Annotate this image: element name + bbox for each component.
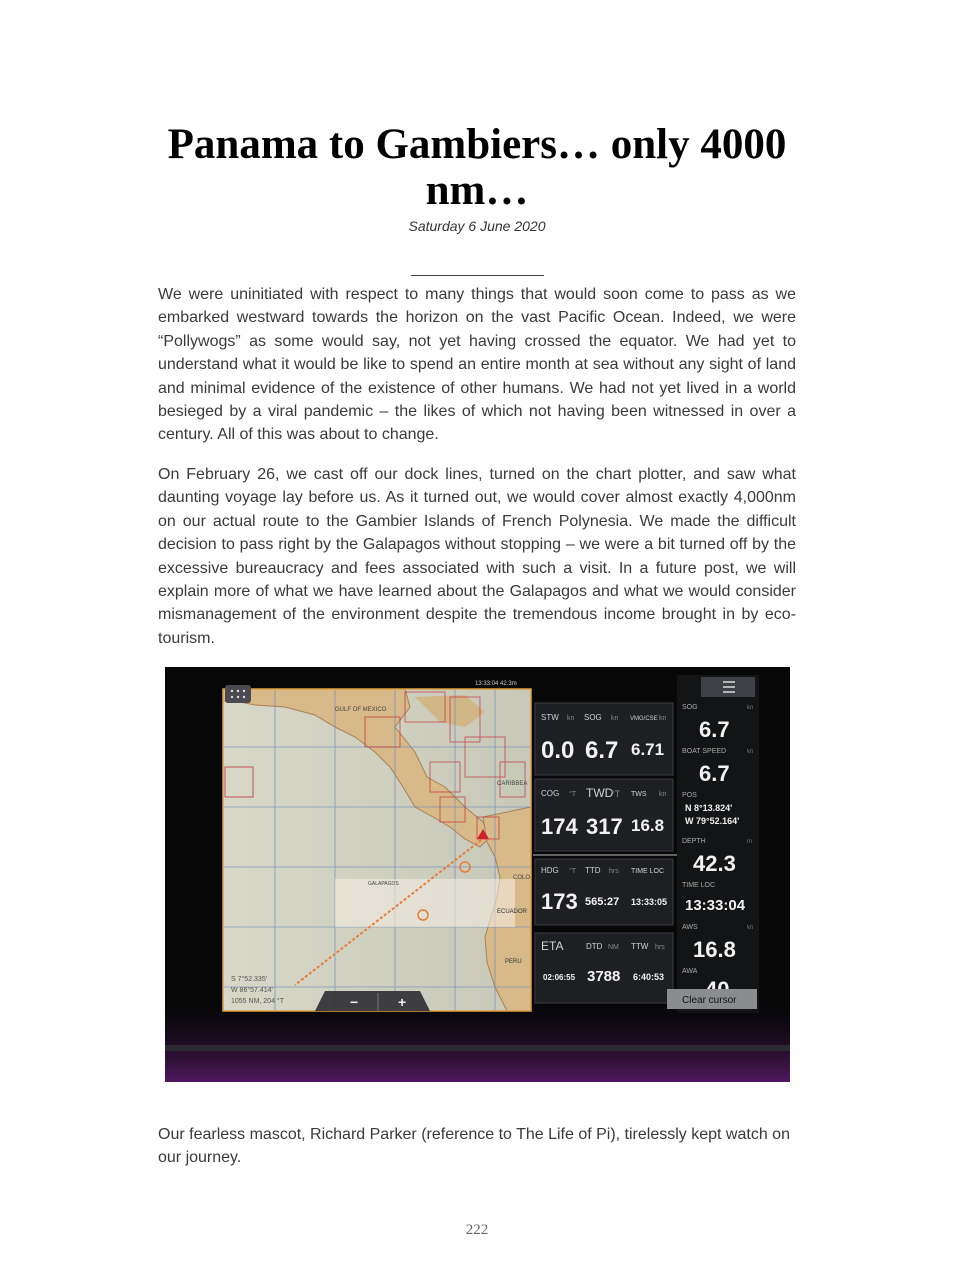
sidebar-sog-value: 6.7 xyxy=(699,717,730,742)
aws-unit: kn xyxy=(747,925,754,931)
map-label-galapagos: GALAPAGOS xyxy=(368,881,399,887)
ttd-label: TTD xyxy=(585,866,601,875)
cog-unit: °T xyxy=(569,791,577,798)
pos-longitude: W 79°52.164' xyxy=(685,816,740,826)
eta-value: 02:06:55 xyxy=(543,973,576,982)
paragraph-departure: On February 26, we cast off our dock lines, turned on the chart plotter, and saw what daunting voyage lay before us. As it turned out, we would cover almost exactly 4,000nm on our actual route to the Gambier Islands of French Polynesia. We made the difficult decision to pass right by the Galapagos without stopping – we were a bit turned off by the excessive bureaucracy and fees associated with such a visit. In a future post, we will explain more of what we have learned about the Galapagos and what we would consider mismanagement of the environment despite the tremendous income brought in by eco-tourism. xyxy=(158,466,796,647)
timeloc-value: 13:33:05 xyxy=(631,897,668,907)
sidebar-sog-label: SOG xyxy=(682,704,698,711)
vmg-value: 6.71 xyxy=(631,740,665,759)
map-label-ecuador: ECUADOR xyxy=(497,909,528,915)
grid-menu-icon[interactable] xyxy=(225,685,251,703)
ttw-value: 6:40:53 xyxy=(633,972,665,982)
cursor-longitude: W 86°57.414' xyxy=(231,987,273,994)
sidebar-sog-unit: kn xyxy=(747,705,754,711)
paragraph-intro: We were uninitiated with respect to many things that would soon come to pass as we embarked westward towards the horizon on the vast Pacific Ocean. Indeed, we were “Pollywogs” as some would say, not yet having crossed the equator. We had yet to understand what it would be like to spend an entire month at sea without any sight of land and minimal evidence of the existence of other humans. We had not yet lived in a world besieged by a viral pandemic – the likes of which not having been witnessed in over a century. All of this was about to change. xyxy=(158,286,796,444)
ttw-label: TTW xyxy=(631,942,649,951)
chartplotter-photo xyxy=(165,667,790,1082)
pos-latitude: N 8°13.824' xyxy=(685,803,733,813)
article-title: Panama to Gambiers… only 4000 nm… xyxy=(167,121,787,214)
twd-unit: °T xyxy=(611,789,621,799)
sidebar-timeloc-value: 13:33:04 xyxy=(685,897,746,914)
nautical-map[interactable] xyxy=(223,681,531,1011)
cog-label: COG xyxy=(541,789,560,798)
sog-unit: kn xyxy=(611,715,619,722)
zoom-out-button[interactable]: − xyxy=(350,994,359,1010)
vmg-unit: kn xyxy=(659,715,667,722)
sog-label: SOG xyxy=(584,713,602,722)
tws-label: TWS xyxy=(631,791,647,798)
stw-label: STW xyxy=(541,713,559,722)
ttw-unit: hrs xyxy=(655,944,665,951)
tws-value: 16.8 xyxy=(631,816,665,835)
depth-label: DEPTH xyxy=(682,838,706,845)
ttd-unit: hrs xyxy=(609,868,619,875)
map-label-peru: PERU xyxy=(505,959,522,965)
dtd-value: 3788 xyxy=(587,968,621,985)
twd-label: TWD xyxy=(586,786,614,800)
stw-unit: kn xyxy=(567,715,575,722)
article-date: Saturday 6 June 2020 xyxy=(408,218,546,234)
cursor-range-bearing: 1055 NM, 204 °T xyxy=(231,998,284,1005)
cursor-latitude: S 7°52.335' xyxy=(231,976,268,983)
page-number: 222 xyxy=(465,1222,489,1238)
chartplotter-screen xyxy=(165,667,790,1082)
eta-label: ETA xyxy=(541,939,564,953)
pos-label: POS xyxy=(682,792,697,799)
aws-label: AWS xyxy=(682,924,698,931)
aws-value: 16.8 xyxy=(693,937,736,962)
tws-unit: kn xyxy=(659,791,667,798)
boatspeed-label: BOAT SPEED xyxy=(682,748,727,755)
paragraph-mascot: Our fearless mascot, Richard Parker (reference to The Life of Pi), tirelessly kept watch on our journey. xyxy=(158,1126,790,1167)
map-top-readout: 13:33:04 42.3m xyxy=(475,681,517,687)
map-label-gulf: GULF OF MEXICO xyxy=(335,707,387,713)
depth-unit: m xyxy=(747,839,752,845)
sidebar-timeloc-label: TIME LOC xyxy=(682,882,716,889)
ttd-value: 565:27 xyxy=(585,896,620,908)
awa-label: AWA xyxy=(682,968,698,975)
dtd-label: DTD xyxy=(586,942,603,951)
stw-value: 0.0 xyxy=(541,737,575,764)
boatspeed-unit: kn xyxy=(747,749,754,755)
vmg-label: VMG/CSE xyxy=(630,716,658,722)
clear-cursor-label: Clear cursor xyxy=(682,995,737,1006)
zoom-in-button[interactable]: + xyxy=(398,994,407,1010)
depth-value: 42.3 xyxy=(693,851,736,876)
data-sidebar xyxy=(667,675,759,1013)
hdg-label: HDG xyxy=(541,866,559,875)
map-label-colombia: COLO xyxy=(513,875,531,881)
map-label-caribbean: CARIBBEA xyxy=(497,781,528,787)
twd-value: 317 xyxy=(586,814,623,839)
hdg-value: 173 xyxy=(541,889,578,914)
sog-value: 6.7 xyxy=(585,737,619,764)
boatspeed-value: 6.7 xyxy=(699,761,730,786)
title-divider xyxy=(411,275,544,276)
timeloc-label: TIME LOC xyxy=(631,868,665,875)
cog-value: 174 xyxy=(541,814,578,839)
dtd-unit: NM xyxy=(608,944,619,951)
hdg-unit: °T xyxy=(569,868,577,875)
